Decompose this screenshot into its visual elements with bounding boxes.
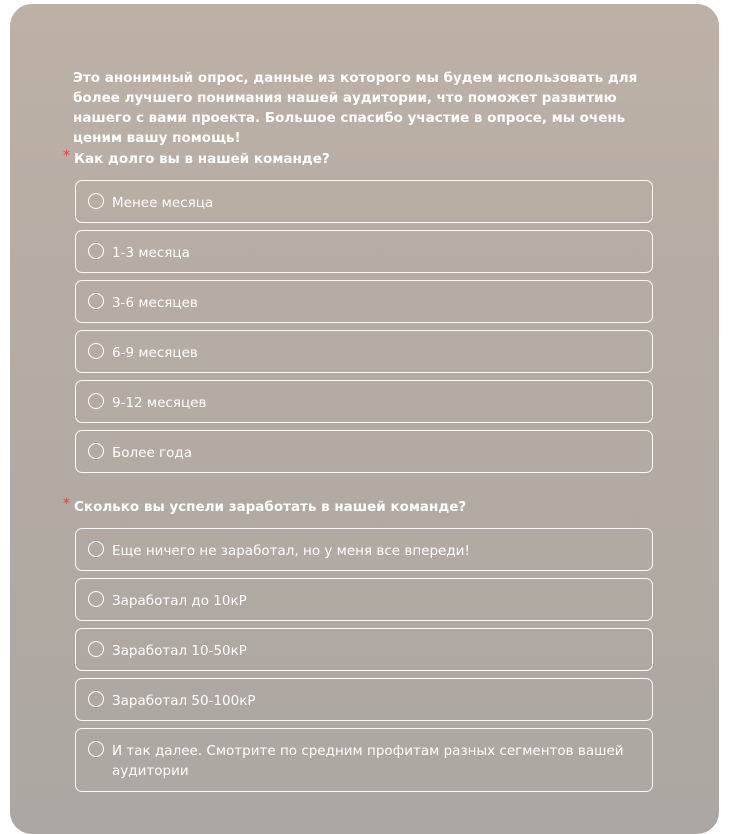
radio-icon[interactable]	[88, 541, 104, 557]
option-earnings-1[interactable]	[75, 528, 653, 571]
radio-icon[interactable]	[88, 443, 104, 459]
option-duration-4[interactable]	[75, 330, 653, 373]
option-duration-6[interactable]	[75, 430, 653, 473]
required-asterisk: *	[63, 148, 70, 164]
option-label: Заработал 50-100кР	[112, 693, 256, 709]
survey-card	[10, 4, 719, 834]
radio-icon[interactable]	[88, 591, 104, 607]
option-label: Более года	[112, 445, 193, 461]
question-duration-text: Как долго вы в нашей команде?	[74, 151, 330, 167]
question-earnings-text: Сколько вы успели заработать в нашей команде?	[74, 499, 467, 515]
question-earnings-label	[63, 496, 467, 516]
option-label: И так далее. Смотрите по средним профитам разных сегментов вашей аудитории	[112, 743, 624, 779]
option-label: 1-3 месяца	[112, 245, 190, 261]
option-label: 6-9 месяцев	[112, 345, 198, 361]
option-label: Заработал 10-50кР	[112, 643, 247, 659]
radio-icon[interactable]	[88, 641, 104, 657]
option-label: 3-6 месяцев	[112, 295, 198, 311]
option-duration-5[interactable]	[75, 380, 653, 423]
option-earnings-2[interactable]	[75, 578, 653, 621]
option-earnings-5[interactable]	[75, 728, 653, 792]
required-asterisk: *	[63, 496, 70, 512]
option-label: 9-12 месяцев	[112, 395, 207, 411]
radio-icon[interactable]	[88, 741, 104, 757]
radio-icon[interactable]	[88, 243, 104, 259]
option-duration-3[interactable]	[75, 280, 653, 323]
option-label: Заработал до 10кР	[112, 593, 247, 609]
survey-intro-text: Это анонимный опрос, данные из которого мы будем использовать для более лучшего понимания нашей аудитории, что поможет развитию нашего с вами проекта. Большое спасибо участие в опросе, мы очень ценим вашу помощь!	[73, 70, 638, 146]
radio-icon[interactable]	[88, 293, 104, 309]
radio-icon[interactable]	[88, 193, 104, 209]
option-duration-1[interactable]	[75, 180, 653, 223]
question-duration-label	[63, 148, 330, 168]
radio-icon[interactable]	[88, 343, 104, 359]
radio-icon[interactable]	[88, 691, 104, 707]
option-label: Еще ничего не заработал, но у меня все впереди!	[112, 543, 470, 559]
option-earnings-3[interactable]	[75, 628, 653, 671]
option-label: Менее месяца	[112, 195, 214, 211]
option-duration-2[interactable]	[75, 230, 653, 273]
radio-icon[interactable]	[88, 393, 104, 409]
option-earnings-4[interactable]	[75, 678, 653, 721]
